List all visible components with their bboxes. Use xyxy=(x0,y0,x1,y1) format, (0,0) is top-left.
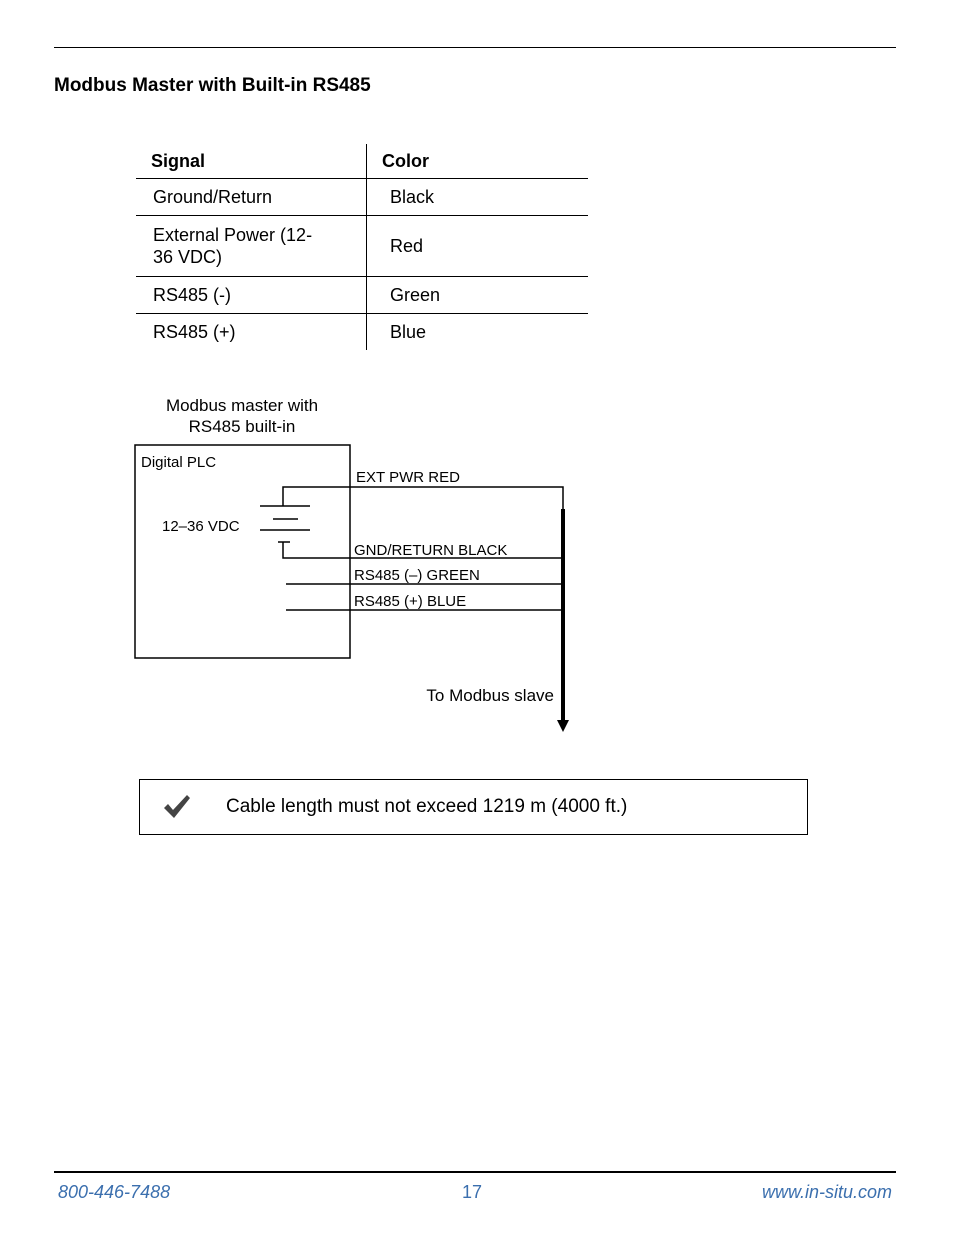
table-row xyxy=(136,277,588,314)
table-row xyxy=(136,216,588,277)
footer-website-link[interactable]: www.in-situ.com xyxy=(761,1182,892,1202)
table-header-color: Color xyxy=(382,151,429,171)
footer-page-number: 17 xyxy=(462,1182,483,1202)
wiring-diagram xyxy=(0,380,954,740)
ext-pwr-wire-label: EXT PWR RED xyxy=(356,469,460,486)
checkmark-icon xyxy=(162,792,192,822)
note-box xyxy=(139,779,808,835)
footer-phone: 800-446-7488 xyxy=(58,1182,171,1202)
footer-rule xyxy=(54,1171,896,1173)
table-cell-color: Blue xyxy=(367,314,589,351)
rs485-plus-wire-label: RS485 (+) BLUE xyxy=(354,593,467,610)
note-text: Cable length must not exceed 1219 m (4000 ft.) xyxy=(226,796,628,817)
table-cell-signal: RS485 (-) xyxy=(136,277,367,314)
section-heading: Modbus Master with Built-in RS485 xyxy=(54,75,371,96)
table-row xyxy=(136,179,588,216)
plc-box-label: Digital PLC xyxy=(141,454,217,471)
table-row xyxy=(136,314,588,351)
header-rule xyxy=(54,47,896,48)
table-cell-color: Black xyxy=(367,179,589,216)
table-cell-signal: Ground/Return xyxy=(136,179,367,216)
plc-box xyxy=(135,445,350,658)
diagram-caption-line2: RS485 built-in xyxy=(188,417,296,436)
table-cell-signal: RS485 (+) xyxy=(136,314,367,351)
table-cell-color: Green xyxy=(367,277,589,314)
table-cell-color: Red xyxy=(367,216,589,277)
table-header-row xyxy=(136,144,588,179)
arrow-down-icon xyxy=(557,720,569,732)
signal-color-table xyxy=(136,144,588,350)
gnd-wire-label: GND/RETURN BLACK xyxy=(354,542,508,559)
destination-label: To Modbus slave xyxy=(426,686,554,705)
table-cell-signal xyxy=(136,216,367,277)
rs485-minus-wire-label: RS485 (–) GREEN xyxy=(354,567,480,584)
diagram-caption-line1: Modbus master with xyxy=(165,396,319,415)
table-header-signal: Signal xyxy=(136,144,367,179)
voltage-label: 12–36 VDC xyxy=(162,518,240,535)
table-cell-signal-text: External Power (12-36 VDC) xyxy=(153,225,313,267)
